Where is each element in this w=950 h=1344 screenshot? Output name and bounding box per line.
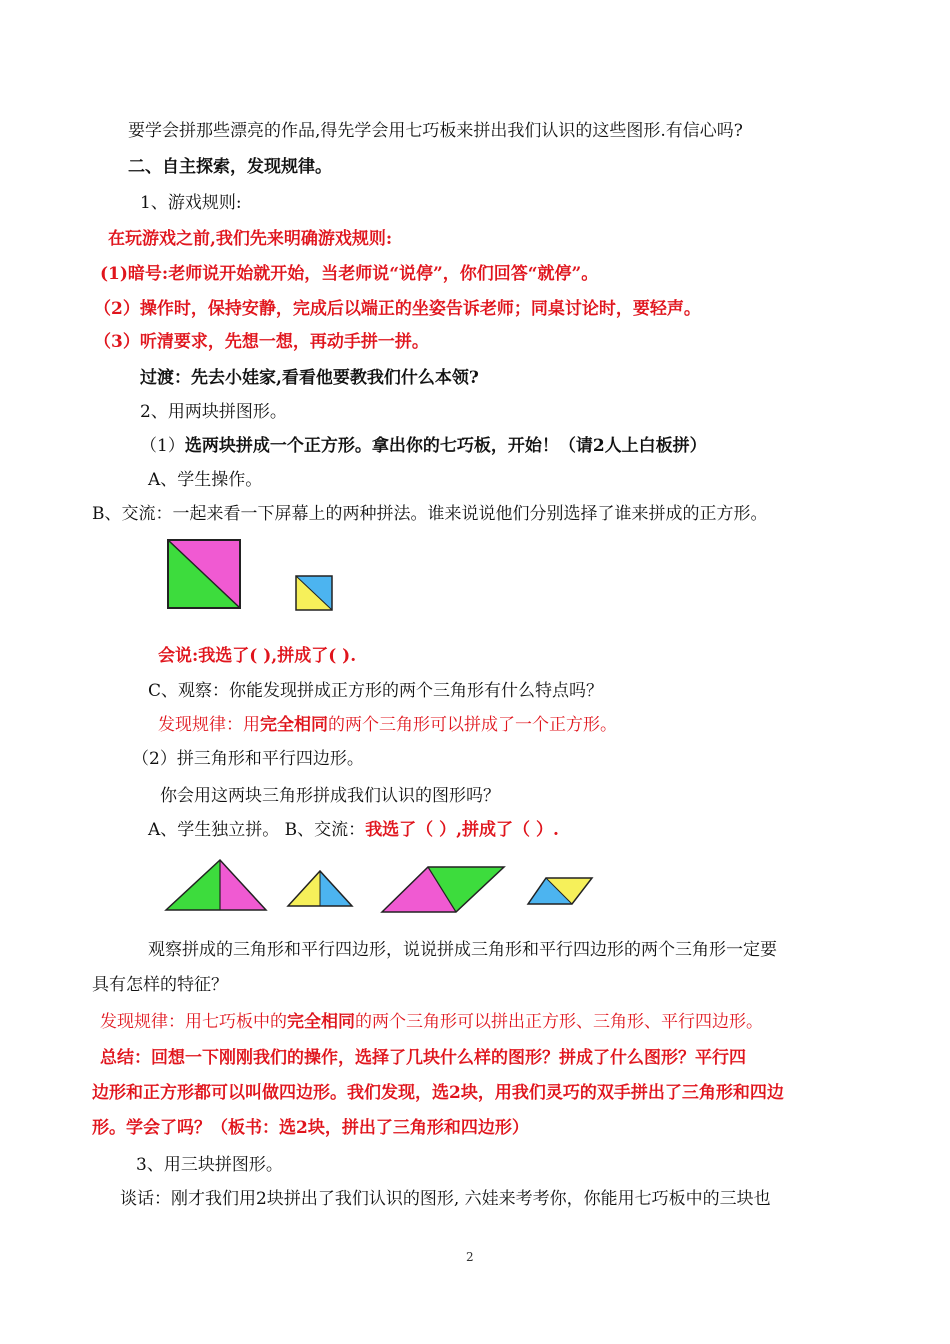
steps-ab	[148, 818, 559, 842]
rule-3: （3）听清要求，先想一想，再动手拼一拼。	[94, 332, 429, 352]
step-c: C、观察：你能发现拼成正方形的两个三角形有什么特点吗？	[148, 681, 604, 701]
step-a: A、学生操作。	[148, 470, 263, 490]
small-parallelogram-figure	[526, 876, 594, 906]
summary-line-1: 总结：回想一下刚刚我们的操作，选择了几块什么样的图形？拼成了什么图形？平行四	[100, 1048, 746, 1068]
big-triangle-figure	[164, 856, 268, 912]
rule-found-2-a: 发现规律：用七巧板中的	[100, 1012, 287, 1032]
small-triangle-figure	[286, 868, 354, 908]
rule-found-1-b: 完全相同	[260, 715, 328, 735]
rule-1: (1)暗号:老师说开始就开始，当老师说“说停”，你们回答“就停”。	[100, 264, 599, 284]
transition-line: 过渡：先去小娃家,看看他要教我们什么本领?	[140, 368, 479, 388]
intro-line: 要学会拼那些漂亮的作品,得先学会用七巧板来拼出我们认识的这些图形.有信心吗?	[128, 121, 743, 141]
summary-line-3: 形。学会了吗？（板书：选2块，拼出了三角形和四边形）	[92, 1118, 529, 1138]
rule-found-1-a: 发现规律：用	[158, 715, 260, 735]
rule-found-2	[100, 1010, 763, 1034]
say-prompt: 会说:我选了( ),拼成了( ).	[158, 646, 357, 666]
page-number: 2	[466, 1250, 474, 1264]
task-number: （1）	[140, 436, 185, 456]
talk-line: 谈话：刚才我们用2块拼出了我们认识的图形, 六娃来考考你，你能用七巧板中的三块也	[120, 1189, 771, 1209]
rule-found-1-c: 的两个三角形可以拼成了一个正方形。	[328, 715, 617, 735]
rule-found-2-c: 的两个三角形可以拼出正方形、三角形、平行四边形。	[355, 1012, 763, 1032]
rule-2: （2）操作时，保持安静，完成后以端正的坐姿告诉老师；同桌讨论时，要轻声。	[94, 299, 701, 319]
rules-intro: 在玩游戏之前,我们先来明确游戏规则:	[108, 229, 393, 249]
section-heading: 二、自主探索，发现规律。	[128, 157, 332, 177]
steps-ab-text: A、学生独立拼。 B、交流：	[148, 820, 366, 840]
summary-line-2: 边形和正方形都可以叫做四边形。我们发现，选2块，用我们灵巧的双手拼出了三角形和四边	[92, 1083, 784, 1103]
game-rules-heading: 1、游戏规则:	[140, 193, 242, 213]
square-yellow-blue-figure	[294, 574, 334, 612]
task-text: 选两块拼成一个正方形。拿出你的七巧板，开始！（请2人上白板拼）	[184, 436, 707, 456]
three-pieces-heading: 3、用三块拼图形。	[136, 1155, 283, 1175]
task-triangle-parallelogram: （2）拼三角形和平行四边形。	[132, 749, 364, 769]
rule-found-1	[158, 713, 617, 737]
steps-ab-red: 我选了（ ）,拼成了（ ）.	[365, 820, 559, 840]
observe-line-1: 观察拼成的三角形和平行四边形，说说拼成三角形和平行四边形的两个三角形一定要	[148, 940, 777, 960]
question-line: 你会用这两块三角形拼成我们认识的图形吗？	[160, 786, 500, 806]
rule-found-2-b: 完全相同	[287, 1012, 355, 1032]
task-square	[140, 434, 707, 458]
two-pieces-heading: 2、用两块拼图形。	[140, 402, 287, 422]
step-b: B、交流：一起来看一下屏幕上的两种拼法。谁来说说他们分别选择了谁来拼成的正方形。	[92, 504, 768, 524]
observe-line-2: 具有怎样的特征？	[92, 975, 228, 995]
square-green-magenta-figure	[166, 538, 242, 610]
big-parallelogram-figure	[380, 864, 506, 914]
